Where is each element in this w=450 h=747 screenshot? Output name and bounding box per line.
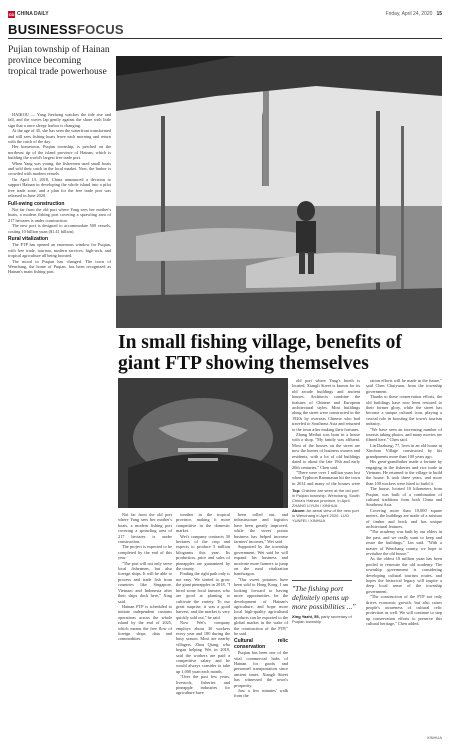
main-photo: [116, 56, 442, 328]
section-rule: [8, 38, 442, 39]
article-column-3: Not far from the old port where Yang sees her mother's boats, a modern fishing port covering a sprawling area of 217 hectares is under construction. The project is expected to be completed by the end of this year. "The port will not only serve local fishermen, but also foreign ships. It will be able to process and trade fish from countries like Singapore, Vietnam and Indonesia after their ships dock here," Xing said. Hainan FTP is scheduled to initiate independent customs operations across the whole island by the end of 2025, which means the free flow of foreign ships, data and commodities.: [118, 512, 172, 642]
quote-text: "The fishing port definitely opens up more possibilities ...": [292, 584, 356, 611]
issue-date: Friday, April 24, 2020: [385, 11, 433, 17]
article-column-7: ration efforts will be made in the future," said Chen Chuiyuan, from the township government. Thanks to these conservation efforts, the old buildings have now been restored to their former glory, while the street has become a unique cultural icon, playing a crucial role in boosting the town's tourism industry. "We have seen an increasing number of tourists taking photos, and many movies are filmed here," Chen said. Lin Dazhong, 77, lives in an old house in Xinchun Village constructed by his grandparents more than 100 years ago. His great-grandfather made a fortune by engaging in the fisheries and rice trade in Vietnam. He returned to the village to build the house. It took three years, and more than 100 workers were hired to build it. The house, located 10 kilometers from Puqian, was built of a combination of cultural traditions from both China and Southeast Asia. Covering more than 10,000 square meters, the buildings are made of a mixture of timber and brick and has unique architectural features. "The academy was built by our elders in the past, and we really want to keep and reuse the buildings," Lin said. "With a master of Wenchang county, we hope to revitalize the old house." As the oldest 18 million yuan has been pooled to renovate the old academy. The township government is considering developing cultural tourism routes, and hopes the historical legacy will inspire a deep local sense of the township government. "The construction of the FTP not only drives economic growth, but also raises people's awareness of cultural relic protection as well. We will continue to step up conservation efforts to preserve this cultural heritage," Chen added.: [366, 378, 442, 627]
section-title: BUSINESSFOCUS: [8, 22, 124, 37]
paper-name: CHINA DAILY: [17, 11, 49, 17]
article-column-6: old port where Yang's booth is located, Xiangli Street is known for its old arcade buildings and ancient houses. Architects combine the features of Chinese and European architectural styles. Most buildings along the street were constructed in the 1920s by overseas Chinese who had traveled to Southeast Asia and returned to the town after making their fortunes. Zhang Meibai was born in a house with a shop. "My family was affluent. Most of the houses on the street are now the homes of business owners and residents, with a lot of old buildings dated to about the late 19th and early 20th centuries," Chen said. "There were over 1 million yuan lost when Typhoon Rammasun hit the town in 2014 and many of the houses were: [292, 378, 360, 486]
china-daily-logo-icon: CD: [8, 11, 15, 17]
footer-credit: XINHUA: [426, 735, 442, 740]
masthead: [8, 8, 442, 20]
side-headline: Pujian township of Hainan province becoming tropical trade powerhouse: [8, 45, 110, 77]
subhead-cultural: Cultural relic conservation: [234, 638, 288, 650]
pull-quote: [292, 580, 360, 624]
aerial-photo: [118, 378, 288, 508]
article-column-4: weather in the tropical province, making it more competitive in the domestic market. Wei's company contracts 30 hectares of the crop and expects to produce 5 million kilograms this year. Its production, price and sales of pineapples are guaranteed by the county. Finding the right path only is not easy. We started to grow the giant pineapples in 2018. "I hired some local farmers who are good at planting to cultivate the variety. To our great surprise, it was a good harvest, and the market is very quickly sold out," he said. Now Wei's company employs about 30 workers every year and 180 during the busy season. Most are nearby villagers. Zhou Qiang, who began helping Wei in 2019, said the workers are paid a competitive salary and he would always consider to take up 1,000 yuan each month. "Over the past few years, livestock, fisheries and pineapple industries for agriculture have: [176, 512, 230, 696]
subhead-rural: Rural vitalization: [8, 235, 49, 242]
photo-caption: Top: Children are seen at the old port in Puqian township, Wenchang, South China's Hainan province, in April. ZHANG LIYUN / XINHUA Above: An aerial view of the new port in Wenchang in April 2020. LUO YUNFEI / XINHUA: [292, 488, 360, 523]
page-number: 15: [436, 11, 442, 17]
quote-rule: [292, 580, 352, 581]
article-column-5: been rolled out, and infrastructure and logistics have been greatly improved, while the sweet potato business has helped increase farmers' incomes," Wei said. Supported by the township government, Wei said he will expand his business and motivate more farmers to jump on the rural vitalization bandwagon. "Our sweet potatoes have been sold to Hong Kong. I am looking forward to having more opportunities for the development of Hainan's agriculture, and hope more local high-quality agricultural products can be exported to the global market in the wake of the construction of the FTP," he said. Cultural relic conservation Puqian has been one of the vital commercial hubs of Hainan for goods and personnel transportation since ancient times. Xiangli Street has witnessed the town's prosperity. Just a few minutes' walk from the: [234, 512, 288, 699]
subhead-construction: Full-swing construction: [8, 200, 65, 207]
article-column-1: HAIKOU — Yang Jiezhong watches the tide rise and fall, and the waves lap gently against the shore with little sign that a once sleepy harbor is changing. At the age of 45, she has seen the waterfront transformed and still sees fishing boats leave each morning and return with the catch of the day. Her hometown, Puqian township, is perched on the northeast tip of the island province of Hainan, which is building the world's largest free trade port. When Yang was young, the fishermen used small boats and sold their catch in the local market. Now, the harbor is crowded with modern vessels. On April 13, 2018, China announced a decision to support Hainan in developing the whole island into a pilot free trade zone, and a plan for the free trade port was released in June 2020. Full-swing construction Not far from the old port where Yang sees her mother's boats, a modern fishing port covering a sprawling area of 217 hectares is under construction. The new port is designed to accommodate 500 vessels, costing 10 billion yuan ($1.41 billion). Rural vitalization The FTP has opened an enormous window for Puqian, with free trade, tourism, modern services, high-tech, and tropical agriculture all being boosted. The mood in Puqian has changed. The town of Wenchang, the home of Puqian, has been recognized as Hainan's main fishing port.: [8, 112, 111, 275]
main-headline: In small fishing village, benefits of giant FTP showing themselves: [118, 332, 402, 374]
quote-attribution: Xing Yazhi, 55, party secretary of Puqian township: [292, 614, 352, 624]
